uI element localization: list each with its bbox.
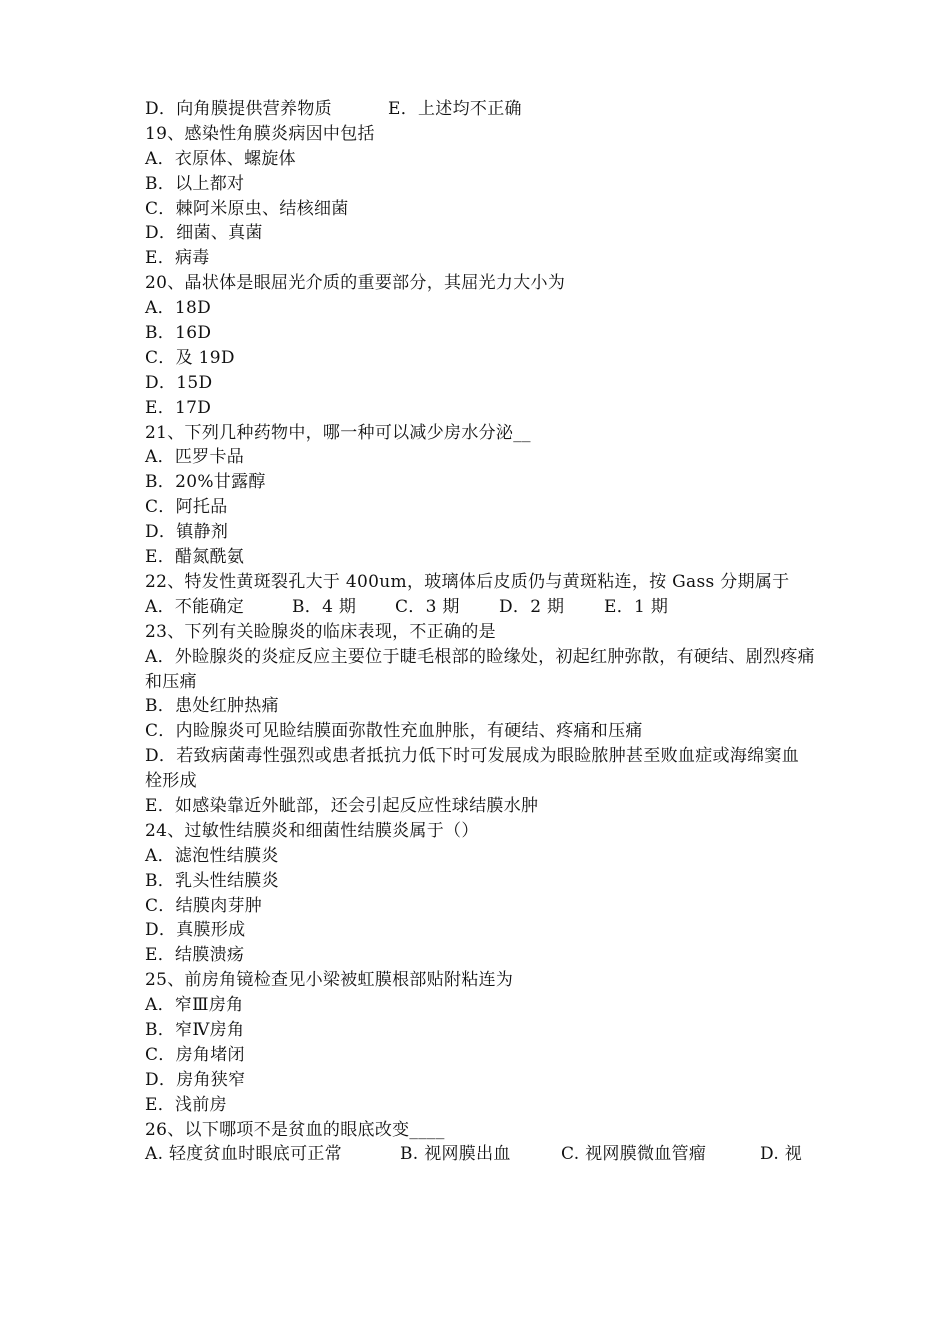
q20-option-d: D．15D <box>145 372 213 393</box>
q20-option-e: E．17D <box>145 397 212 418</box>
q24-question: 24、过敏性结膜炎和细菌性结膜炎属于（） <box>145 820 479 841</box>
q25-option-b: B．窄Ⅳ房角 <box>145 1020 245 1041</box>
q26-option-b: B. 视网膜出血 <box>400 1144 511 1165</box>
q20-option-a: A．18D <box>145 298 212 319</box>
q19-option-a: A．衣原体、螺旋体 <box>145 148 296 169</box>
q20-option-c: C．及 19D <box>145 347 235 368</box>
q21-option-c: C．阿托品 <box>145 497 228 518</box>
q26-option-d: D. 视 <box>760 1144 803 1165</box>
q26-option-a: A. 轻度贫血时眼底可正常 <box>145 1144 342 1165</box>
q25-option-d: D．房角狭窄 <box>145 1069 246 1090</box>
q22-option-d: D．2 期 <box>499 596 565 617</box>
q23-option-c: C．内睑腺炎可见睑结膜面弥散性充血肿胀，有硬结、疼痛和压痛 <box>145 721 643 742</box>
q26-option-c: C. 视网膜微血管瘤 <box>561 1144 707 1165</box>
q23-option-b: B．患处红肿热痛 <box>145 696 279 717</box>
q21-question: 21、下列几种药物中，哪一种可以减少房水分泌__ <box>145 422 531 443</box>
q24-option-c: C．结膜肉芽肿 <box>145 895 263 916</box>
q24-option-e: E．结膜溃疡 <box>145 945 245 966</box>
question-list <box>145 97 815 1167</box>
q18-options-row <box>145 97 815 122</box>
q25-option-c: C．房角堵闭 <box>145 1044 245 1065</box>
q22-option-c: C．3 期 <box>395 596 460 617</box>
q25-option-e: E．浅前房 <box>145 1094 227 1115</box>
q22-option-b: B．4 期 <box>292 596 357 617</box>
q19-option-c: C．棘阿米原虫、结核细菌 <box>145 198 349 219</box>
q24-option-a: A．滤泡性结膜炎 <box>145 845 279 866</box>
q21-option-e: E．醋氮酰氨 <box>145 547 245 568</box>
q21-option-d: D．镇静剂 <box>145 522 229 543</box>
q24-option-d: D．真膜形成 <box>145 920 246 941</box>
q25-option-a: A．窄Ⅲ房角 <box>145 995 244 1016</box>
q19-option-e: E．病毒 <box>145 248 210 269</box>
q19-option-d: D．细菌、真菌 <box>145 223 263 244</box>
q23-question: 23、下列有关睑腺炎的临床表现，不正确的是 <box>145 621 496 642</box>
q19-option-b: B．以上都对 <box>145 173 245 194</box>
q25-question: 25、前房角镜检查见小梁被虹膜根部贴附粘连为 <box>145 970 514 991</box>
q18-option-d: D．向角膜提供营养物质 <box>145 99 332 119</box>
q22-question: 22、特发性黄斑裂孔大于 400um，玻璃体后皮质仍与黄斑粘连，按 Gass 分期属于 <box>145 571 790 592</box>
q21-option-b: B．20%甘露醇 <box>145 472 266 493</box>
q23-option-e: E．如感染靠近外眦部，还会引起反应性球结膜水肿 <box>145 796 539 817</box>
q23-option-d: D．若致病菌毒性强烈或患者抵抗力低下时可发展成为眼睑脓肿甚至败血症或海绵窦血栓形成 <box>145 746 800 792</box>
q18-option-e: E．上述均不正确 <box>388 99 522 119</box>
q24-option-b: B．乳头性结膜炎 <box>145 870 279 891</box>
q20-option-b: B．16D <box>145 323 212 344</box>
q26-options-row <box>145 1142 815 1167</box>
q22-options-row <box>145 595 815 620</box>
q23-option-a: A．外睑腺炎的炎症反应主要位于睫毛根部的睑缘处，初起红肿弥散，有硬结、剧烈疼痛和压痛 <box>145 646 815 692</box>
q21-option-a: A．匹罗卡品 <box>145 447 245 468</box>
q20-question: 20、晶状体是眼屈光介质的重要部分，其屈光力大小为 <box>145 273 566 294</box>
q22-option-a: A．不能确定 <box>145 596 245 617</box>
q22-option-e: E．1 期 <box>604 596 669 617</box>
q26-question: 26、以下哪项不是贫血的眼底改变____ <box>145 1119 445 1140</box>
q19-question: 19、感染性角膜炎病因中包括 <box>145 123 375 144</box>
